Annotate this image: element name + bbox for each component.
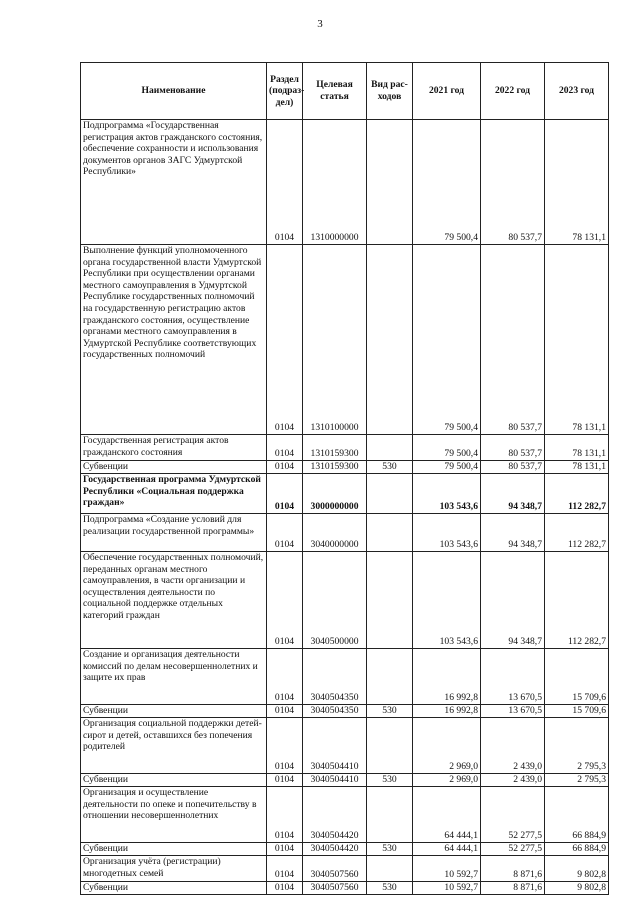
row-section: 0104 <box>267 705 303 718</box>
row-2023: 112 282,7 <box>545 552 609 649</box>
row-expense-type: 530 <box>367 843 413 856</box>
row-section: 0104 <box>267 474 303 514</box>
row-name: Субвенции <box>81 774 267 787</box>
row-article: 3040504420 <box>303 843 367 856</box>
row-2021: 64 444,1 <box>413 843 481 856</box>
table-row <box>81 705 609 718</box>
row-name: Субвенции <box>81 705 267 718</box>
row-name: Субвенции <box>81 461 267 474</box>
row-expense-type <box>367 435 413 461</box>
header-2021: 2021 год <box>413 63 481 120</box>
row-2023: 78 131,1 <box>545 245 609 435</box>
row-article: 3040507560 <box>303 882 367 895</box>
row-name: Выполнение функций уполномоченного органа государственной власти Удмуртской Республики при осуществлении органами местного самоуправления в Удмуртской Республике государственных полномочий на государственную регистрацию актов гражданского состояния, осуществление органами местного самоуправления в Удмуртской Республике соответствующих государственных полномочий <box>81 245 267 435</box>
row-2022: 52 277,5 <box>481 787 545 843</box>
header-name: Наименование <box>81 63 267 120</box>
row-article: 1310159300 <box>303 435 367 461</box>
row-name: Субвенции <box>81 843 267 856</box>
row-article: 3040504350 <box>303 649 367 705</box>
row-name: Государственная программа Удмуртской Республики «Социальная поддержка граждан» <box>81 474 267 514</box>
row-article: 3040000000 <box>303 514 367 552</box>
row-name: Государственная регистрация актов гражданского состояния <box>81 435 267 461</box>
row-section: 0104 <box>267 514 303 552</box>
row-section: 0104 <box>267 774 303 787</box>
row-2021: 2 969,0 <box>413 774 481 787</box>
row-2023: 2 795,3 <box>545 718 609 774</box>
row-2023: 112 282,7 <box>545 514 609 552</box>
row-expense-type <box>367 245 413 435</box>
row-article: 3040507560 <box>303 856 367 882</box>
row-article: 3040504350 <box>303 705 367 718</box>
row-2021: 64 444,1 <box>413 787 481 843</box>
row-2022: 2 439,0 <box>481 774 545 787</box>
row-2021: 79 500,4 <box>413 435 481 461</box>
row-2023: 78 131,1 <box>545 120 609 245</box>
header-2022: 2022 год <box>481 63 545 120</box>
table-row <box>81 774 609 787</box>
row-2023: 78 131,1 <box>545 435 609 461</box>
table-header-row <box>81 63 609 120</box>
row-2021: 103 543,6 <box>413 474 481 514</box>
row-expense-type: 530 <box>367 774 413 787</box>
table-row <box>81 474 609 514</box>
row-2023: 2 795,3 <box>545 774 609 787</box>
table-row <box>81 843 609 856</box>
row-section: 0104 <box>267 843 303 856</box>
table-row <box>81 552 609 649</box>
row-section: 0104 <box>267 435 303 461</box>
row-section: 0104 <box>267 120 303 245</box>
row-2022: 80 537,7 <box>481 245 545 435</box>
row-2022: 80 537,7 <box>481 120 545 245</box>
row-article: 3040504410 <box>303 774 367 787</box>
row-section: 0104 <box>267 552 303 649</box>
row-2022: 94 348,7 <box>481 552 545 649</box>
row-expense-type <box>367 514 413 552</box>
row-expense-type <box>367 649 413 705</box>
row-expense-type <box>367 856 413 882</box>
row-name: Субвенции <box>81 882 267 895</box>
row-2021: 10 592,7 <box>413 856 481 882</box>
row-2022: 8 871,6 <box>481 856 545 882</box>
row-name: Подпрограмма «Создание условий для реализации государственной программы» <box>81 514 267 552</box>
header-expense-type: Вид рас-ходов <box>367 63 413 120</box>
row-2023: 112 282,7 <box>545 474 609 514</box>
table-row <box>81 245 609 435</box>
row-name: Организация социальной поддержки детей-сирот и детей, оставшихся без попечения родителей <box>81 718 267 774</box>
row-2021: 79 500,4 <box>413 120 481 245</box>
row-article: 1310159300 <box>303 461 367 474</box>
table-row <box>81 787 609 843</box>
row-2021: 16 992,8 <box>413 649 481 705</box>
row-name: Создание и организация деятельности комиссий по делам несовершеннолетних и защите их прав <box>81 649 267 705</box>
row-article: 3040504420 <box>303 787 367 843</box>
row-article: 3000000000 <box>303 474 367 514</box>
table-row <box>81 120 609 245</box>
table-row <box>81 461 609 474</box>
row-2022: 94 348,7 <box>481 474 545 514</box>
header-article: Целевая статья <box>303 63 367 120</box>
row-name: Организация учёта (регистрации) многодетных семей <box>81 856 267 882</box>
row-2021: 2 969,0 <box>413 718 481 774</box>
row-section: 0104 <box>267 856 303 882</box>
row-expense-type <box>367 120 413 245</box>
row-2022: 52 277,5 <box>481 843 545 856</box>
row-2022: 80 537,7 <box>481 461 545 474</box>
row-2021: 10 592,7 <box>413 882 481 895</box>
row-2023: 78 131,1 <box>545 461 609 474</box>
row-2023: 15 709,6 <box>545 649 609 705</box>
row-article: 1310100000 <box>303 245 367 435</box>
row-section: 0104 <box>267 882 303 895</box>
table-row <box>81 856 609 882</box>
row-2021: 79 500,4 <box>413 245 481 435</box>
table-row <box>81 882 609 895</box>
row-2022: 2 439,0 <box>481 718 545 774</box>
row-2021: 103 543,6 <box>413 552 481 649</box>
row-2023: 9 802,8 <box>545 882 609 895</box>
row-2023: 66 884,9 <box>545 843 609 856</box>
budget-table <box>80 62 609 895</box>
row-2021: 16 992,8 <box>413 705 481 718</box>
page-number: 3 <box>317 18 323 30</box>
row-article: 3040504410 <box>303 718 367 774</box>
row-expense-type: 530 <box>367 461 413 474</box>
row-2023: 66 884,9 <box>545 787 609 843</box>
table-row <box>81 514 609 552</box>
row-2022: 13 670,5 <box>481 705 545 718</box>
row-section: 0104 <box>267 649 303 705</box>
table-row <box>81 435 609 461</box>
row-name: Организация и осуществление деятельности по опеке и попечительству в отношении несовершеннолетних <box>81 787 267 843</box>
row-2022: 94 348,7 <box>481 514 545 552</box>
row-expense-type: 530 <box>367 882 413 895</box>
row-expense-type: 530 <box>367 705 413 718</box>
row-section: 0104 <box>267 461 303 474</box>
row-2022: 80 537,7 <box>481 435 545 461</box>
row-2022: 8 871,6 <box>481 882 545 895</box>
row-expense-type <box>367 474 413 514</box>
row-2023: 15 709,6 <box>545 705 609 718</box>
table-row <box>81 649 609 705</box>
row-name: Обеспечение государственных полномочий, переданных органам местного самоуправления, в части организации и осуществления деятельности по социальной поддержке отдельных категорий граждан <box>81 552 267 649</box>
row-article: 1310000000 <box>303 120 367 245</box>
row-expense-type <box>367 718 413 774</box>
row-section: 0104 <box>267 245 303 435</box>
row-expense-type <box>367 787 413 843</box>
header-2023: 2023 год <box>545 63 609 120</box>
row-2022: 13 670,5 <box>481 649 545 705</box>
row-article: 3040500000 <box>303 552 367 649</box>
row-section: 0104 <box>267 787 303 843</box>
row-2021: 79 500,4 <box>413 461 481 474</box>
row-2021: 103 543,6 <box>413 514 481 552</box>
header-section: Раздел (подраз-дел) <box>267 63 303 120</box>
table-row <box>81 718 609 774</box>
row-expense-type <box>367 552 413 649</box>
row-section: 0104 <box>267 718 303 774</box>
row-2023: 9 802,8 <box>545 856 609 882</box>
row-name: Подпрограмма «Государственная регистрация актов гражданского состояния, обеспечение сохранности и использования документов органов ЗАГС Удмуртской Республики» <box>81 120 267 245</box>
